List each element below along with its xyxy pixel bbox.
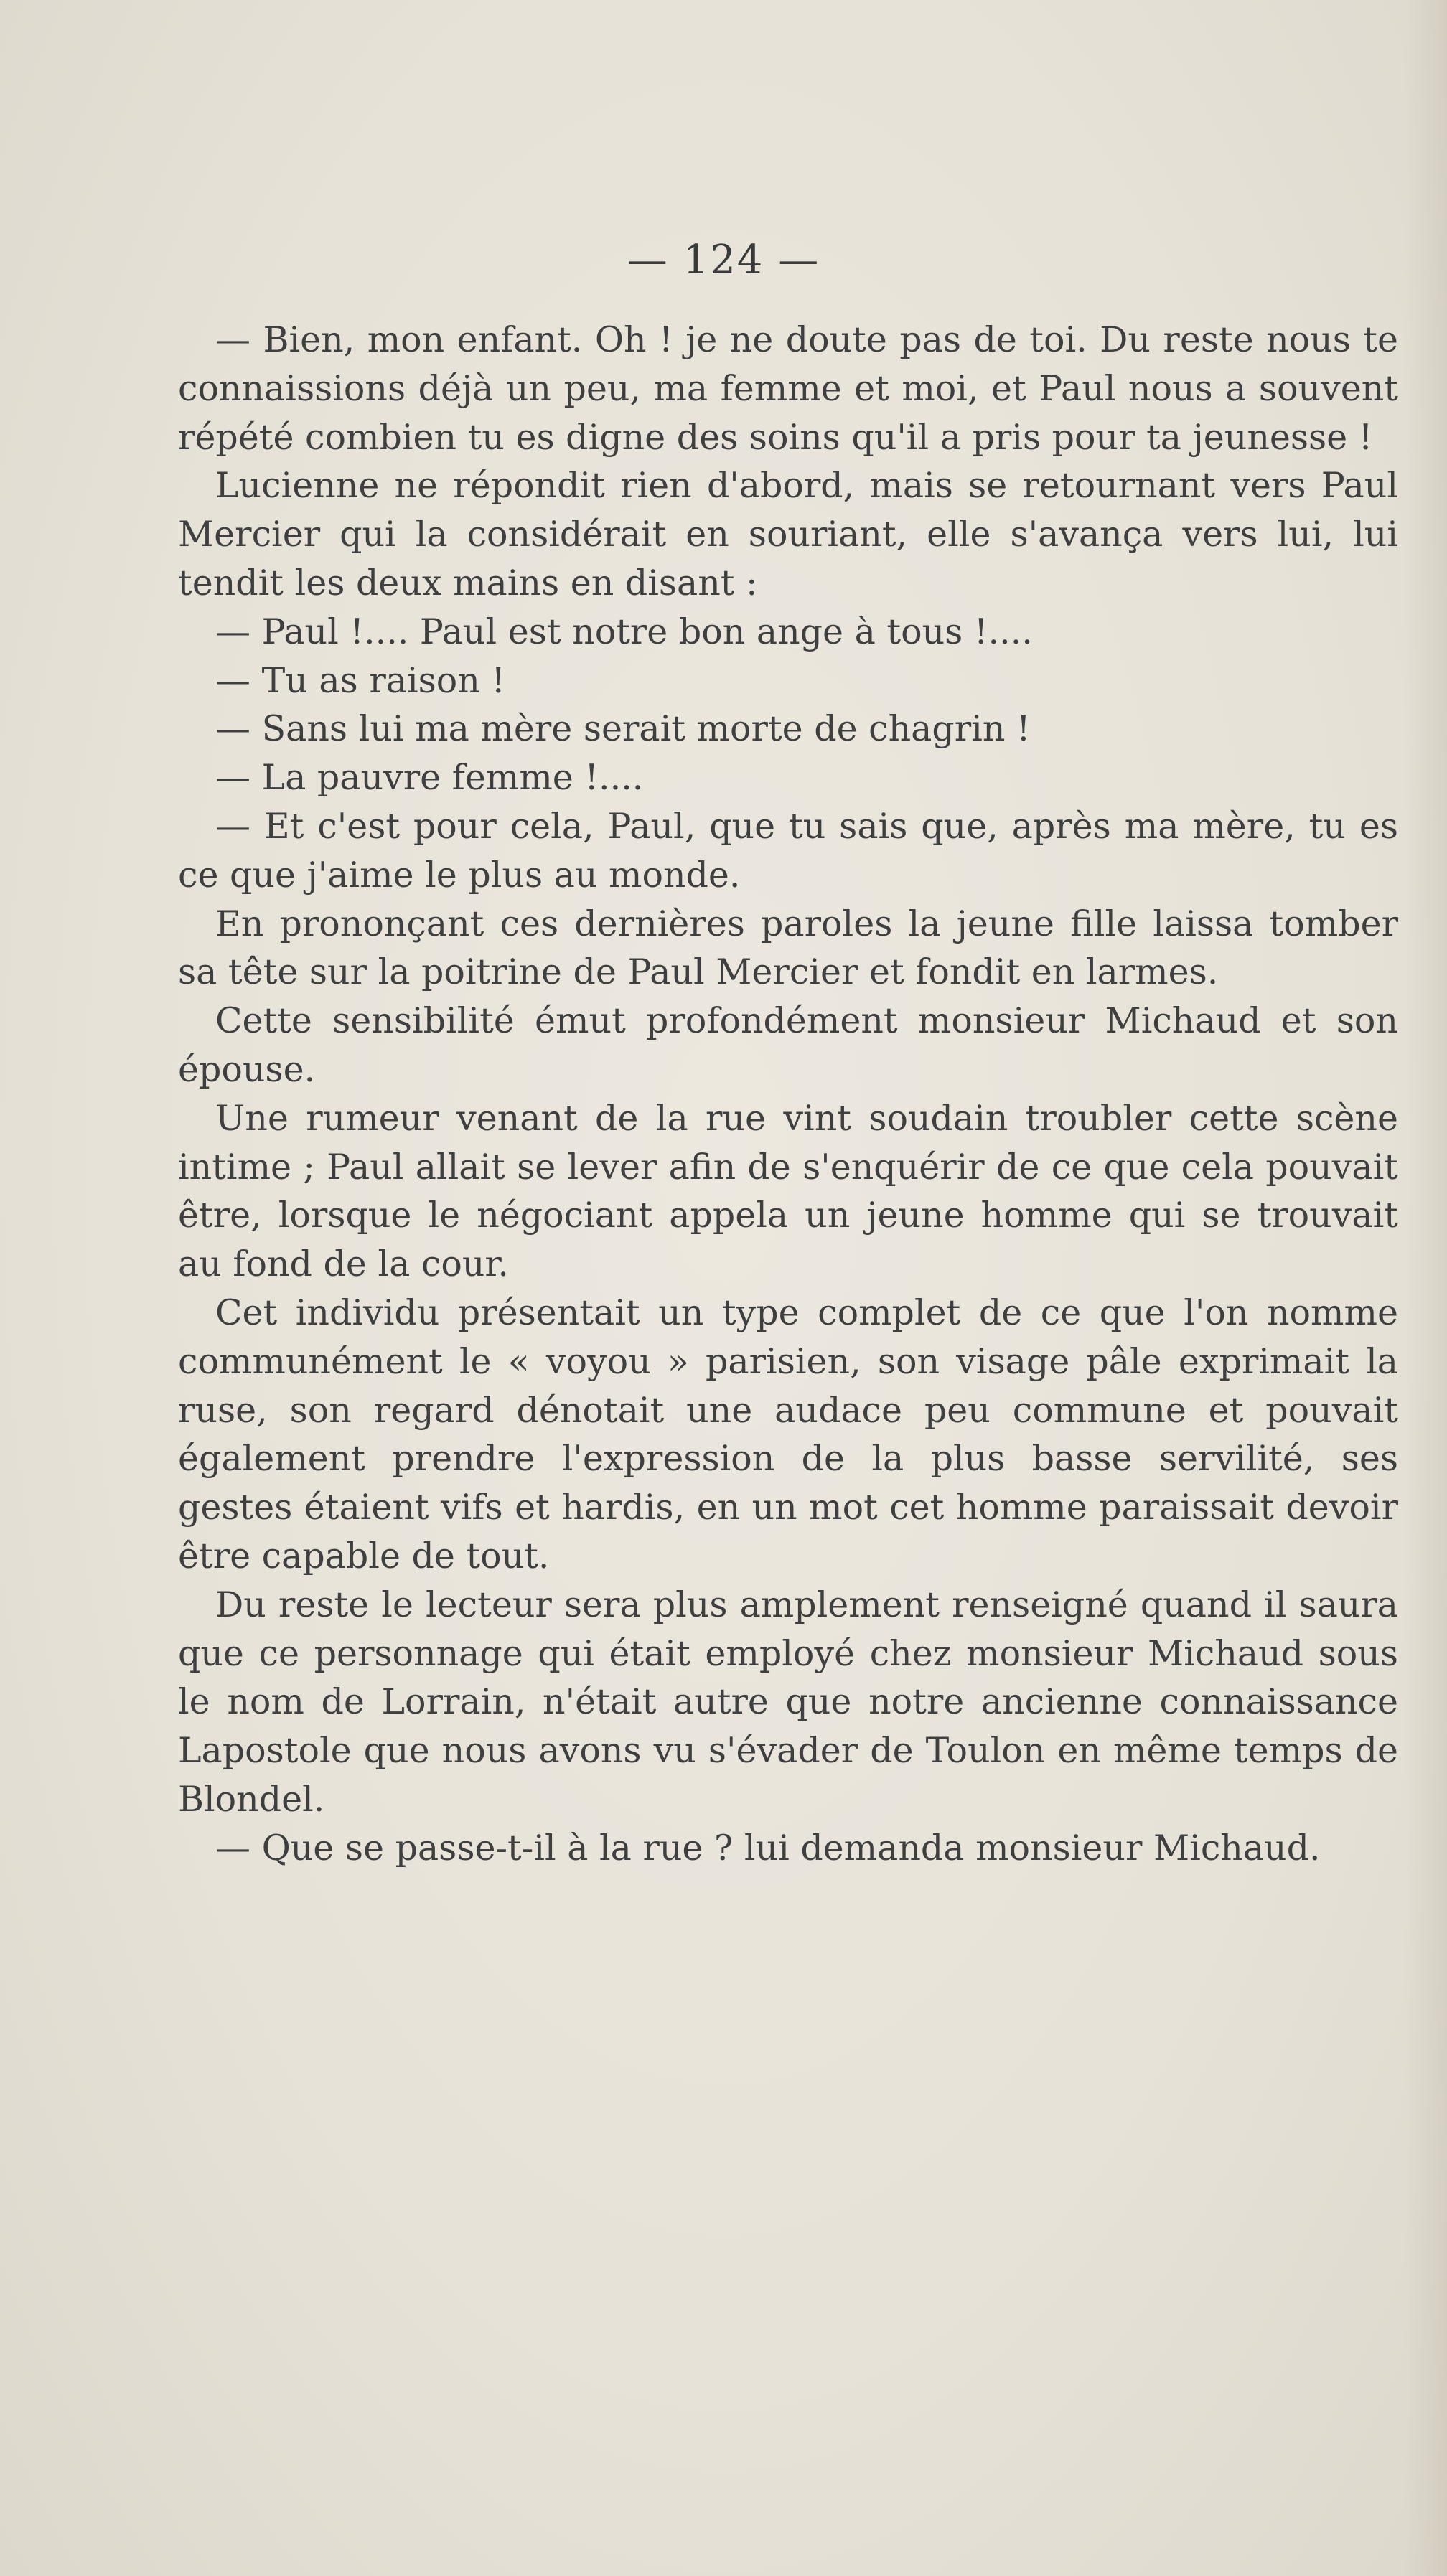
paragraph-10: Une rumeur venant de la rue vint soudain troubler cette scène intime ; Paul allait se lever afin de s'enquérir de ce que cela pouvait être, lorsque le négociant appela un jeune homme qui se trouvait au fond de la cour.	[178, 1097, 1398, 1285]
paragraph-6: — La pauvre femme !....	[215, 757, 644, 799]
paragraph-13: — Que se passe-t-il à la rue ? lui demanda monsieur Michaud.	[215, 1827, 1321, 1868]
page-number: — 124 —	[627, 237, 820, 283]
paragraph-1: — Bien, mon enfant. Oh ! je ne doute pas de toi. Du reste nous te connaissions déjà un peu, ma femme et moi, et Paul nous a souvent répété combien tu es digne des soins qu'il a pris pour ta jeunesse !	[178, 319, 1398, 458]
paragraph-4: — Tu as raison !	[215, 659, 506, 701]
paragraph-7: — Et c'est pour cela, Paul, que tu sais que, après ma mère, tu es ce que j'aime le plus au monde.	[178, 805, 1398, 896]
paragraph-11: Cet individu présentait un type complet de ce que l'on nomme communément le « voyou » parisien, son visage pâle exprimait la ruse, son regard dénotait une audace peu commune et pouvait également prendre l'expression de la plus basse servilité, ses gestes étaient vifs et hardis, en un mot cet homme paraissait devoir être capable de tout.	[178, 1292, 1398, 1576]
body-text	[178, 316, 1398, 1873]
paragraph-9: Cette sensibilité émut profondément monsieur Michaud et son épouse.	[178, 1000, 1398, 1090]
paragraph-2: Lucienne ne répondit rien d'abord, mais se retournant vers Paul Mercier qui la considérait en souriant, elle s'avança vers lui, lui tendit les deux mains en disant :	[178, 465, 1398, 603]
paragraph-12: Du reste le lecteur sera plus amplement renseigné quand il saura que ce personnage qui était employé chez monsieur Michaud sous le nom de Lorrain, n'était autre que notre ancienne connaissance Lapostole que nous avons vu s'évader de Toulon en même temps de Blondel.	[178, 1584, 1398, 1820]
page-edge-shading	[1404, 0, 1447, 2576]
paragraph-3: — Paul !.... Paul est notre bon ange à tous !....	[215, 611, 1033, 652]
paragraph-5: — Sans lui ma mère serait morte de chagrin !	[215, 708, 1031, 750]
paragraph-8: En prononçant ces dernières paroles la jeune fille laissa tomber sa tête sur la poitrine de Paul Mercier et fondit en larmes.	[178, 903, 1398, 993]
